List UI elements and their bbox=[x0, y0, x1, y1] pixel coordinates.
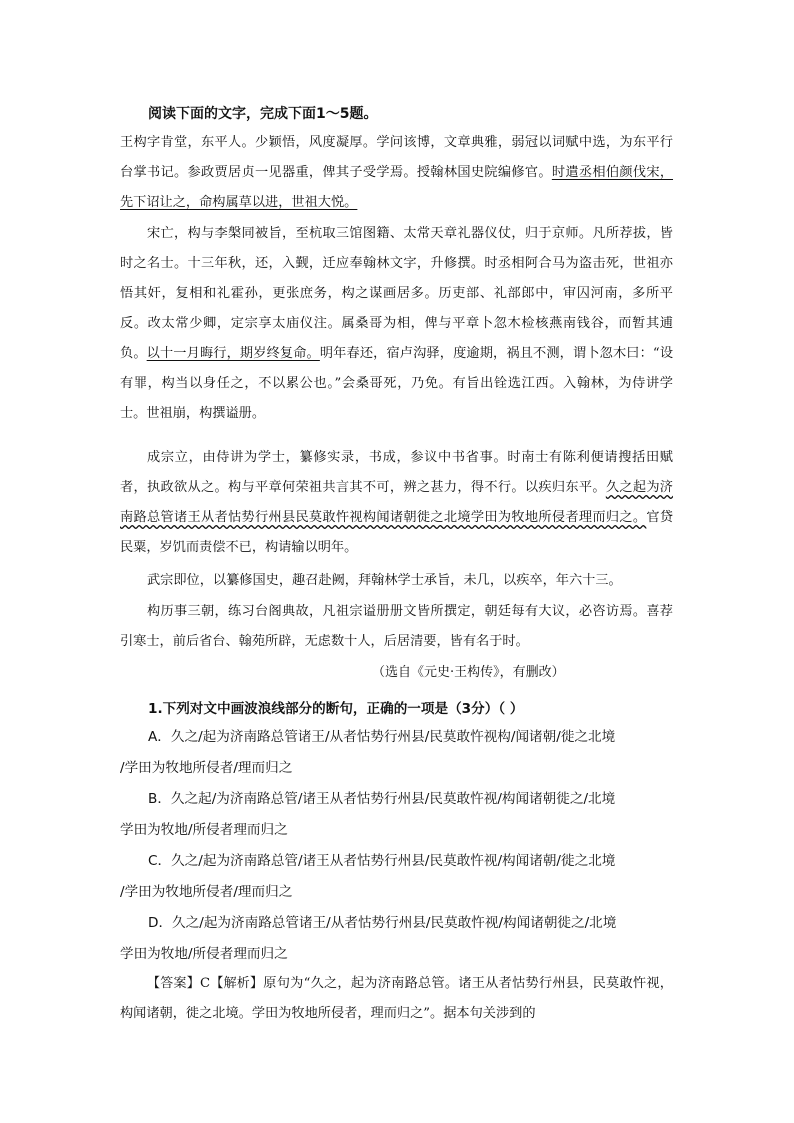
option-line: A．久之/起为济南路总管诸王/从者怙势行州县/民莫敢忤视构/闻诸朝/徙之北境 bbox=[148, 729, 616, 745]
option-a bbox=[120, 722, 676, 784]
answer-letter: C bbox=[199, 976, 211, 991]
question-stem: 1.下列对文中画波浪线部分的断句，正确的一项是（3分）（ ） bbox=[148, 701, 524, 717]
passage-text: 王构字肯堂，东平人。少颖悟，风度凝厚。学问该博，文章典雅，弱冠以词赋中选，为东平行台掌书记。参政贾居贞一见器重，俾其子受学焉。授翰林国史院编修官。 bbox=[120, 135, 673, 180]
passage-text: 宋亡，构与李槃同被旨，至杭取三馆图籍、太常天章礼器仪仗，归于京师。凡所荐拔，皆时之名士。十三年秋，还，入觐，迁应奉翰林文字，升修撰。时丞相阿合马为盗击死，世祖亦悟其奸，复相和礼霍孙，更张庶务，构之谋画居多。历吏部、礼部郎中，审囚河南，多所平反。改太常少卿，定宗享太庙仪注。属桑哥为相，俾与平章卜忽木检核燕南钱谷，而暂其逋负。 bbox=[120, 226, 673, 361]
passage-text: 明年春还，宿卢沟驿，度逾期，祸且不测，谓卜忽木曰：“设有罪，构当以身任之，不以累公也。”会桑哥死，乃免。有旨出铨选江西。入翰林，为侍讲学士。世祖崩，构撰谥册。 bbox=[120, 346, 674, 421]
option-b bbox=[120, 784, 676, 846]
passage-paragraph-4: 武宗即位，以纂修国史，趣召赴阙，拜翰林学士承旨，未几，以疾卒，年六十三。 bbox=[147, 573, 622, 588]
underlined-sentence: 时遣丞相伯颜伐宋，先下诏让之，命构属草以进，世祖大悦。 bbox=[120, 165, 674, 210]
option-line: C．久之/起为济南路总管/诸王从者怙势行州县/民莫敢忤视/构闻诸朝/徙之北境 bbox=[148, 853, 616, 869]
passage-paragraph-2 bbox=[120, 219, 673, 429]
passage-text: 官贷民粟，岁饥而责偿不已，构请输以明年。 bbox=[120, 510, 674, 555]
option-line: B．久之起/为济南路总管/诸王从者怙势行州县/民莫敢忤视/构闻诸朝徙之/北境 bbox=[148, 791, 616, 807]
option-line: 学田为牧地/所侵者理而归之 bbox=[120, 946, 288, 962]
source-citation: （选自《元史·王构传》，有删改） bbox=[372, 665, 565, 680]
option-line: 学田为牧地/所侵者理而归之 bbox=[120, 822, 288, 838]
option-line: /学田为牧地所侵者/理而归之 bbox=[120, 884, 293, 900]
passage-paragraph-5: 构历事三朝，练习台阁典故，凡祖宗谥册册文皆所撰定，朝廷每有大议，必咨访焉。喜荐引寒士，前后省台、翰苑所辟，无虑数十人，后居清要，皆有名于时。 bbox=[120, 604, 673, 649]
analysis-text: 原句为“久之，起为济南路总管。诸王从者怙势行州县，民莫敢忤视，构闻诸朝，徙之北境。学田为牧地所侵者，理而归之”。据本句关涉到的 bbox=[120, 976, 673, 1021]
reading-instruction: 阅读下面的文字，完成下面1～5题。 bbox=[148, 106, 378, 122]
option-line: D．久之/起为济南路总管诸王/从者怙势行州县/民莫敢忤视/构闻诸朝徙之/北境 bbox=[148, 915, 617, 931]
answer-analysis bbox=[120, 969, 673, 1029]
passage-text: 成宗立，由侍讲为学士，纂修实录，书成，参议中书省事。时南士有陈利便请搜括田赋者，执政欲从之。构与平章何荣祖共言其不可，辨之甚力，得不行。以疾归东平。 bbox=[120, 450, 673, 495]
passage-paragraph-3 bbox=[120, 443, 673, 563]
passage-paragraph-1 bbox=[120, 128, 673, 218]
analysis-tag: 【解析】 bbox=[210, 976, 264, 991]
option-line: /学田为牧地所侵者/理而归之 bbox=[120, 760, 293, 776]
wavy-underlined-sentence: 久之起为济南路总管诸王从者怙势行州县民莫敢忤视构闻诸朝徙之北境学田为牧地所侵者理而归之。 bbox=[120, 480, 673, 525]
option-d bbox=[120, 908, 676, 970]
underlined-sentence: 以十一月晦行，期岁终复命。 bbox=[146, 346, 320, 361]
option-c bbox=[120, 846, 676, 908]
answer-tag: 【答案】 bbox=[147, 976, 200, 991]
